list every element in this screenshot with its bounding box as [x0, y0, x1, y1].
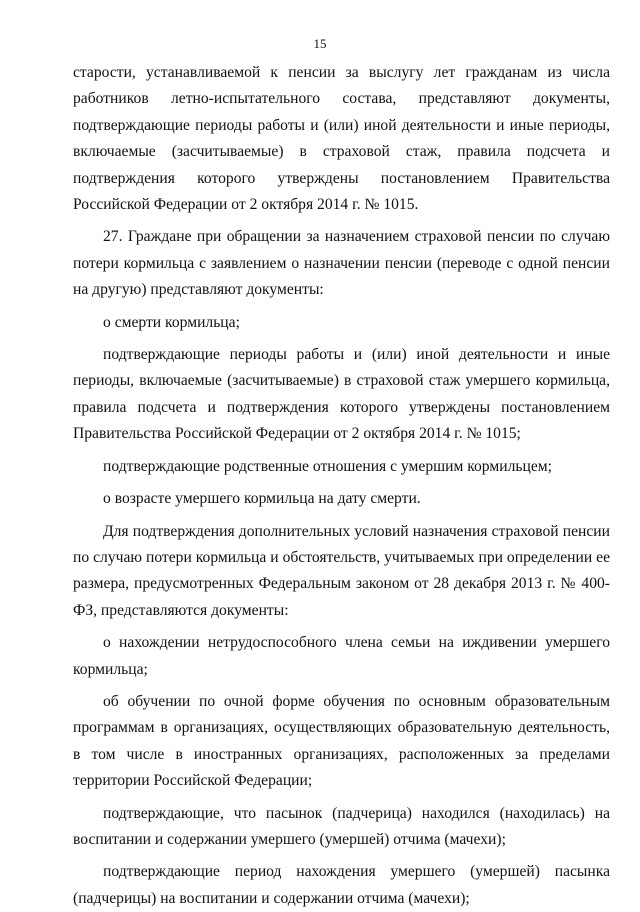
page-number: 15	[313, 36, 327, 51]
paragraph: Для подтверждения дополнительных условий назначения страховой пенсии по случаю потери кормильца и обстоятельств, учитываемых при определении ее размера, предусмотренных Федеральным законом от 28 декабря 2013 г. № 400-ФЗ, представляются документы:	[73, 522, 610, 619]
paragraph: старости, устанавливаемой к пенсии за выслугу лет гражданам из числа работников летно-испытательного состава, представляют документы, подтверждающие периоды работы и (или) иной деятельности и иные периоды, включаемые (засчитываемые) в страховой стаж, правила подсчета и подтверждения которого утверждены постановлением Правительства Российской Федерации от 2 октября 2014 г. № 1015.	[73, 64, 610, 214]
paragraph: о смерти кормильца;	[103, 313, 240, 331]
paragraph: подтверждающие, что пасынок (падчерица) находился (находилась) на воспитании и содержании умершего (умершей) отчима (мачехи);	[73, 804, 610, 848]
paragraph: о возрасте умершего кормильца на дату смерти.	[103, 490, 421, 508]
paragraph: подтверждающие родственные отношения с умершим кормильцем;	[103, 457, 552, 475]
paragraph: об обучении по очной форме обучения по основным образовательным программам в организациях, осуществляющих образовательную деятельность, в том числе в иностранных организациях, расположенных за пределами территории Российской Федерации;	[73, 692, 610, 790]
document-body	[73, 60, 610, 912]
paragraph: 27. Граждане при обращении за назначением страховой пенсии по случаю потери кормильца с заявлением о назначении пенсии (переводе с одной пенсии на другую) представляют документы:	[73, 228, 610, 299]
paragraph: о нахождении нетрудоспособного члена семьи на иждивении умершего кормильца;	[73, 634, 610, 678]
paragraph: подтверждающие периоды работы и (или) иной деятельности и иные периоды, включаемые (засчитываемые) в страховой стаж умершего кормильца, правила подсчета и подтверждения которого утверждены постановлением Правительства Российской Федерации от 2 октября 2014 г. № 1015;	[73, 346, 610, 443]
paragraph: подтверждающие период нахождения умершего (умершей) пасынка (падчерицы) на воспитании и содержании отчима (мачехи);	[73, 863, 610, 907]
